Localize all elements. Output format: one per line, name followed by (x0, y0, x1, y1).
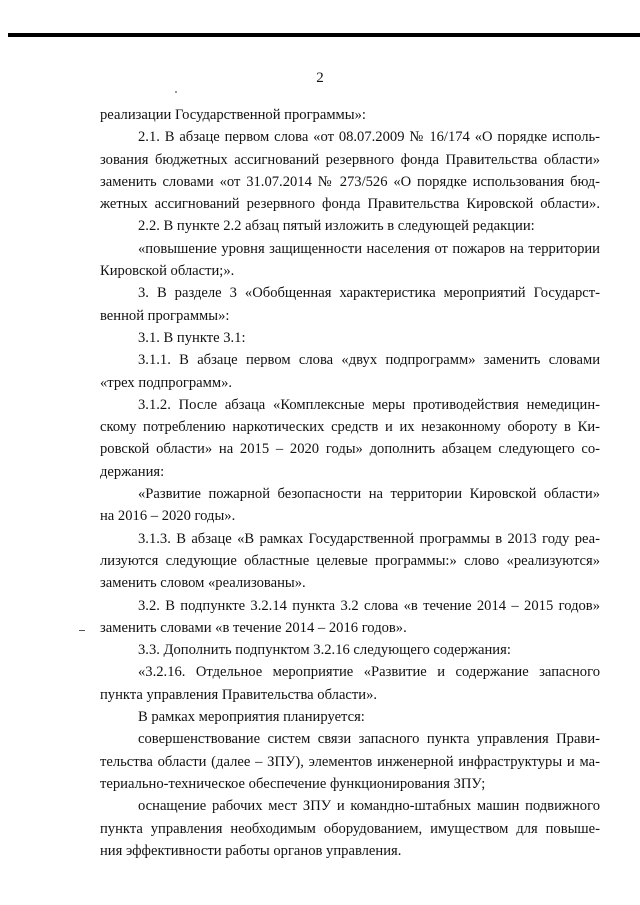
text-line: совершенствование систем связи запасного пункта управления Прави- (138, 731, 600, 748)
text-line: скому потреблению наркотических средств и их незаконному обороту в Ки- (100, 419, 600, 436)
text-line: зования бюджетных ассигнований резервного фонда Правительства области» (100, 151, 600, 168)
margin-dash (79, 630, 85, 631)
text-line: заменить словом «реализованы». (100, 575, 306, 592)
text-line: Кировской области;». (100, 263, 235, 280)
text-line: жетных ассигнований резервного фонда Правительства Кировской области». (100, 196, 600, 213)
document-body (100, 104, 600, 862)
text-line: держания: (100, 463, 165, 480)
text-line: териально-техническое обеспечение функционирования ЗПУ; (100, 775, 486, 792)
text-line: реализации Государственной программы»: (100, 107, 366, 123)
text-line: 2.1. В абзаце первом слова «от 08.07.2009 № 16/174 «О порядке исполь- (138, 129, 600, 146)
text-line: 3.3. Дополнить подпунктом 3.2.16 следующего содержания: (138, 642, 511, 659)
text-line: пункта управления необходимым оборудованием, имуществом для повыше- (100, 820, 600, 837)
text-line: ровской области» на 2015 – 2020 годы» дополнить абзацем следующего со- (100, 441, 600, 458)
scan-speck (175, 91, 177, 93)
text-line: ния эффективности работы органов управления. (100, 842, 402, 859)
text-line: «Развитие пожарной безопасности на территории Кировской области» (138, 486, 600, 503)
top-rule (8, 33, 640, 37)
text-line: 3.1. В пункте 3.1: (138, 329, 246, 346)
text-line: на 2016 – 2020 годы». (100, 508, 236, 525)
text-line: заменить словами «в течение 2014 – 2016 годов». (100, 619, 407, 636)
text-line: 3.1.1. В абзаце первом слова «двух подпрограмм» заменить словами (138, 352, 600, 369)
text-line: лизуются следующие областные целевые программы:» слово «реализуются» (100, 552, 600, 569)
text-line: тельства области (далее – ЗПУ), элементов инженерной инфраструктуры и ма- (100, 753, 600, 770)
text-line: «3.2.16. Отдельное мероприятие «Развитие и содержание запасного (138, 664, 600, 681)
text-line: 3.1.3. В абзаце «В рамках Государственной программы в 2013 году реа- (138, 530, 600, 547)
text-line: 3. В разделе 3 «Обобщенная характеристика мероприятий Государст- (138, 285, 600, 302)
text-line: «повышение уровня защищенности населения от пожаров на территории (138, 240, 600, 257)
page-number: 2 (316, 70, 324, 86)
text-line: пункта управления Правительства области». (100, 686, 378, 703)
text-line: 2.2. В пункте 2.2 абзац пятый изложить в следующей редакции: (138, 218, 535, 235)
text-line: «трех подпрограмм». (100, 374, 233, 391)
text-line: 3.2. В подпункте 3.2.14 пункта 3.2 слова «в течение 2014 – 2015 годов» (138, 597, 600, 614)
text-line: заменить словами «от 31.07.2014 № 273/526 «О порядке использования бюд- (100, 173, 600, 190)
text-line: оснащение рабочих мест ЗПУ и командно-штабных машин подвижного (138, 798, 600, 815)
text-line: В рамках мероприятия планируется: (138, 709, 365, 726)
text-line: венной программы»: (100, 307, 230, 324)
text-line: 3.1.2. После абзаца «Комплексные меры противодействия немедицин- (138, 396, 600, 413)
